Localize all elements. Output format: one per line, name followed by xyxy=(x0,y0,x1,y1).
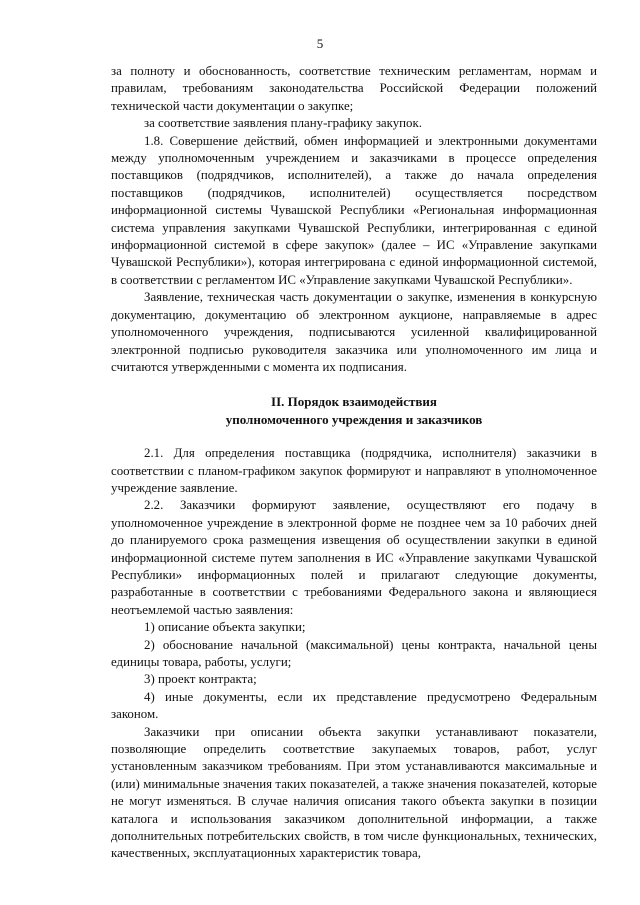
paragraph: 2.1. Для определения поставщика (подрядчика, исполнителя) заказчики в соответствии с планом-графиком закупок формируют и направляют в уполномоченное учреждение заявление. xyxy=(111,446,597,495)
list-item: 3) проект контракта; xyxy=(144,672,257,687)
paragraph: 2.2. Заказчики формируют заявление, осуществляют его подачу в уполномоченное учреждение в электронной форме не позднее чем за 10 рабочих дней до планируемого срока размещения извещения об осуществлении закупки в единой информационной системе путем заполнения в ИС «Управление закупками Чувашской Республики» информационных полей и прилагают следующие документы, разработанные в соответствии с требованиями Федерального закона и являющиеся неотъемлемой частью заявления: xyxy=(111,498,597,617)
paragraph: Заказчики при описании объекта закупки устанавливают показатели, позволяющие определить соответствие закупаемых товаров, работ, услуг установленным заказчиком требованиям. При этом устанавливаются максимальные и (или) минимальные значения таких показателей, а также значения показателей, которые не могут изменяться. В случае наличия описания такого объекта закупки в позиции каталога и использования заказчиком дополнительной информации, а также дополнительных потребительских свойств, в том числе функциональных, технических, качественных, эксплуатационных характеристик товара, xyxy=(111,724,597,861)
paragraph: за полноту и обоснованность, соответствие техническим регламентам, нормам и правилам, требованиям законодательства Российской Федерации положений технической части документации о закупке; xyxy=(111,64,597,113)
section-heading-line: уполномоченного учреждения и заказчиков xyxy=(225,411,483,427)
paragraph: Заявление, техническая часть документации о закупке, изменения в конкурсную документацию, документацию об электронном аукционе, направляемые в адрес уполномоченного учреждения, подписываются усиленной квалифицированной электронной подписью руководителя заказчика или уполномоченного им лица и считаются утвержденными с момента их подписания. xyxy=(111,290,597,374)
list-item: 1) описание объекта закупки; xyxy=(144,620,306,635)
list-item: 4) иные документы, если их представление предусмотрено Федеральным законом. xyxy=(111,689,597,722)
paragraph: за соответствие заявления плану-графику закупок. xyxy=(144,116,422,131)
document-body xyxy=(111,63,597,863)
section-heading-line: II. Порядок взаимодействия xyxy=(271,394,437,410)
page-number: 5 xyxy=(316,36,324,51)
list-item: 2) обоснование начальной (максимальной) цены контракта, начальной цены единицы товара, работы, услуги; xyxy=(111,637,597,669)
paragraph: 1.8. Совершение действий, обмен информацией и электронными документами между уполномоченным учреждением и заказчиками в процессе определения поставщиков (подрядчиков, исполнителей), а также до начала определения поставщиков (подрядчиков, исполнителей) осуществляется посредством информационной системы Чувашской Республики «Региональная информационная система управления закупками Чувашской Республики, интегрированная с единой информационной системой в сфере закупок» (далее – ИС «Управление закупками Чувашской Республики»), которая интегрирована с единой информационной системой, в соответствии с регламентом ИС «Управление закупками Чувашской Республики». xyxy=(111,133,597,287)
section-heading xyxy=(111,393,597,428)
